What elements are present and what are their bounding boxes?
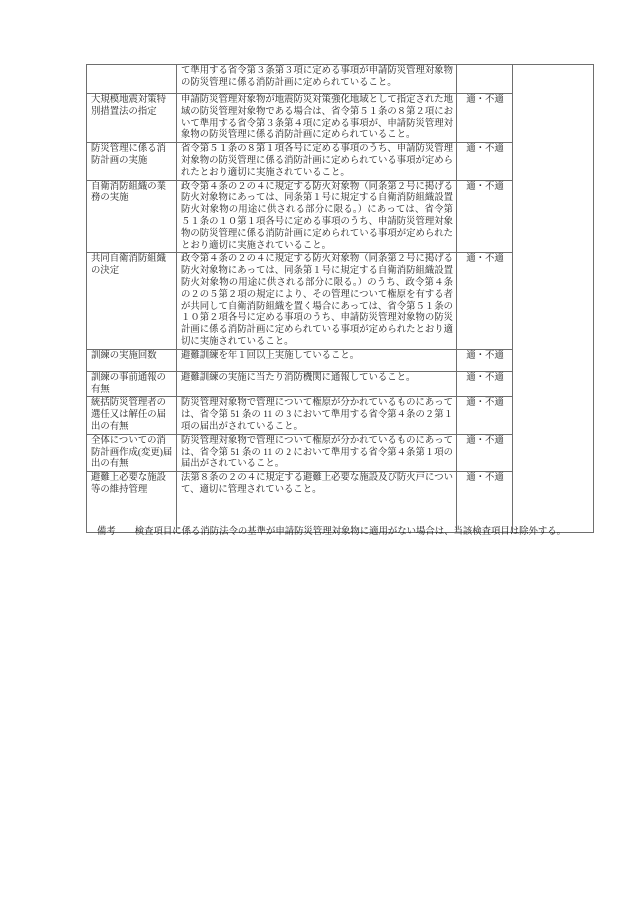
result-cell: 適・不適: [457, 371, 513, 397]
criteria-cell: 政令第４条の２の４に規定する防火対象物（同条第２号に掲げる防火対象物にあっては、同条第１号に規定する自衛消防組織設置防火対象物の用途に供される部分に限る。）にあっては、省令第５１条の１０第１項各号に定める事項のうち、申請防災管理対象物の防災管理に係る消防計画に定められている事項が定められたとおり適切に実施されていること。: [177, 180, 457, 253]
result-cell: 適・不適: [457, 434, 513, 471]
item-cell: 統括防災管理者の選任又は解任の届出の有無: [87, 397, 177, 434]
criteria-cell: 省令第５１条の８第１項各号に定める事項のうち、申請防災管理対象物の防災管理に係る消防計画に定められている事項が定められたとおり適切に実施されていること。: [177, 143, 457, 180]
blank-column-cell: [513, 65, 594, 533]
result-cell: 適・不適: [457, 180, 513, 253]
result-cell: 適・不適: [457, 472, 513, 533]
result-cell: 適・不適: [457, 397, 513, 434]
result-cell: 適・不適: [457, 143, 513, 180]
result-cell: 適・不適: [457, 253, 513, 349]
remark-label: 備考: [97, 527, 116, 537]
criteria-cell: 避難訓練を年１回以上実施していること。: [177, 349, 457, 371]
criteria-cell: 政令第４条の２の４に規定する防火対象物（同条第２号に掲げる防火対象物にあっては、同条第１号に規定する自衛消防組織設置防火対象物の用途に供される部分に限る。）のうち、政令第４条の２の５第２項の規定により、その管理について権原を有する者が共同して自衛消防組織を置く場合にあっては、省令第５１条の１０第２項各号に定める事項のうち、申請防災管理対象物の防災計画に係る消防計画に定められている事項が定められたとおり適切に実施されていること。: [177, 253, 457, 349]
remarks-note: [97, 526, 577, 538]
criteria-cell: 防災管理対象物で管理について権原が分かれているものにあっては、省令第 51 条の 11 の 3 において準用する省令第４条の２第１項の届出がされていること。: [177, 397, 457, 434]
criteria-cell: て準用する省令第３条第３項に定める事項が申請防災管理対象物の防災管理に係る消防計画に定められていること。: [177, 65, 457, 94]
criteria-cell: 避難訓練の実施に当たり消防機関に通報していること。: [177, 371, 457, 397]
item-cell: 訓練の実施回数: [87, 349, 177, 371]
criteria-cell: 法第８条の２の４に規定する避難上必要な施設及び防火戸について、適切に管理されていること。: [177, 472, 457, 533]
item-cell: 自衛消防組織の業務の実施: [87, 180, 177, 253]
remark-text: 検査項目に係る消防法令の基準が申請防災管理対象物に適用がない場合は、当該検査項目は除外する。: [134, 527, 567, 537]
result-cell: [457, 65, 513, 94]
item-cell: 大規模地震対策特別措置法の指定: [87, 94, 177, 143]
criteria-cell: 申請防災管理対象物が地震防災対策強化地域として指定された地域の防災管理対象物である場合は、省令第５１条の８第２項において準用する省令第３条第４項に定める事項が、申請防災管理対象物の防災管理に係る消防計画に定められていること。: [177, 94, 457, 143]
item-cell: [87, 65, 177, 94]
item-cell: 避難上必要な施設等の維持管理: [87, 472, 177, 533]
item-cell: 訓練の事前通報の有無: [87, 371, 177, 397]
result-cell: 適・不適: [457, 349, 513, 371]
criteria-cell: 防災管理対象物で管理について権原が分かれているものにあっては、省令第 51 条の 11 の 2 において準用する省令第４条第１項の届出がされていること。: [177, 434, 457, 471]
item-cell: 共同自衛消防組織の決定: [87, 253, 177, 349]
result-cell: 適・不適: [457, 94, 513, 143]
item-cell: 防災管理に係る消防計画の実施: [87, 143, 177, 180]
table-row: [87, 65, 594, 94]
item-cell: 全体についての消防計画作成(変更)届出の有無: [87, 434, 177, 471]
inspection-table: [86, 64, 594, 533]
